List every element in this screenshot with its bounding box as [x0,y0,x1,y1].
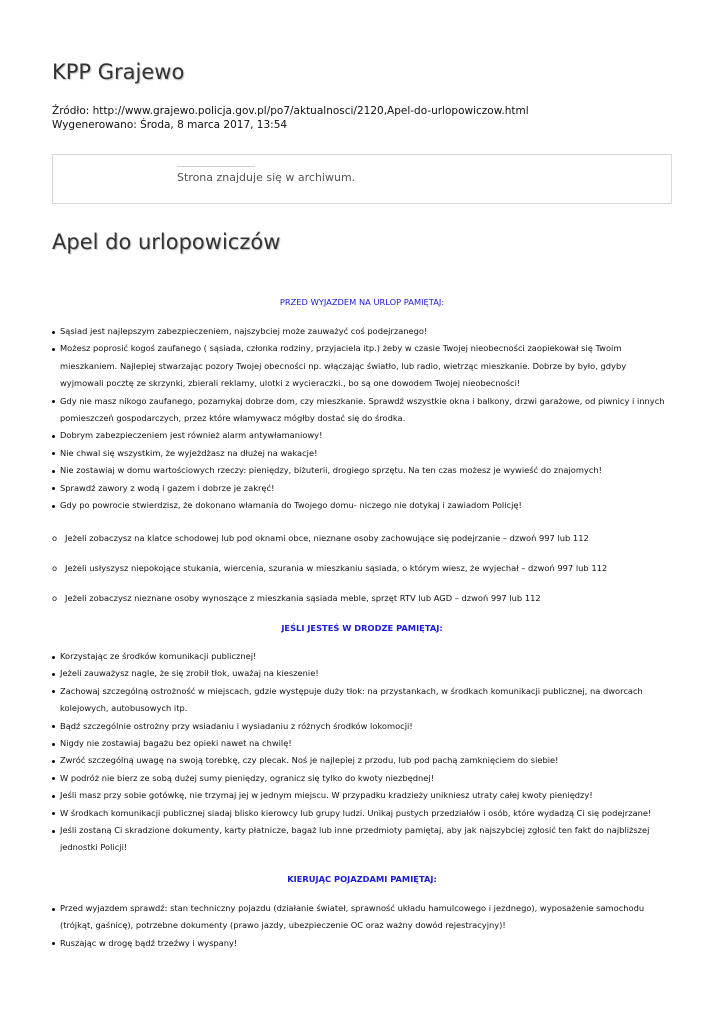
section-heading-before-trip: PRZED WYJAZDEM NA URLOP PAMIĘTAJ: [279,297,445,307]
document-meta [52,104,529,132]
alert-item [52,592,672,604]
site-title: KPP Grajewo [52,60,185,84]
alert-item-text: Jeżeli zobaczysz nieznane osoby wynoszące z mieszkania sąsiada meble, sprzęt RTV lub AGD – dzwoń 997 lub 112 [65,593,541,603]
list-item: Korzystając ze środków komunikacji publicznej! [52,648,670,665]
list-item: Jeśli masz przy sobie gotówkę, nie trzymaj jej w jednym miejscu. W przypadku kradzieży unikniesz utraty całej kwoty pieniędzy! [52,787,670,804]
list-item: Gdy nie masz nikogo zaufanego, pozamykaj dobrze dom, czy mieszkanie. Sprawdź wszystkie okna i balkony, drzwi garażowe, od piwnicy i innych pomieszczeń gospodarczych, przez które włamywacz mógłby dostać się do środka. [52,393,670,428]
list-item: Jeśli zostaną Ci skradzione dokumenty, karty płatnicze, bagaż lub inne przedmioty pamiętaj, aby jak najszybciej zgłosić ten fakt do najbliższej jednostki Policji! [52,822,670,857]
list-item: Nie zostawiaj w domu wartościowych rzeczy: pieniędzy, biżuterii, drogiego sprzętu. Na ten czas możesz je wywieść do znajomych! [52,462,670,479]
section-heading-on-the-road: JEŚLI JESTEŚ W DRODZE PAMIĘTAJ: [281,623,443,633]
article-title: Apel do urlopowiczów [52,230,281,254]
list-item: W podróż nie bierz ze sobą dużej sumy pieniędzy, ogranicz się tylko do kwoty niezbędnej! [52,770,670,787]
alert-item-text: Jeżeli usłyszysz niepokojące stukania, wiercenia, szurania w mieszkaniu sąsiada, o którym wiesz, że wyjechał – dzwoń 997 lub 112 [65,563,608,573]
list-item: Bądź szczególnie ostrożny przy wsiadaniu i wysiadaniu z różnych środków lokomocji! [52,718,670,735]
alert-item-text: Jeżeli zobaczysz na klatce schodowej lub pod oknami obce, nieznane osoby zachowujące się podejrzanie – dzwoń 997 lub 112 [65,533,589,543]
drivers-list [52,900,670,952]
list-item: Zwróć szczególną uwagę na swoją torebkę, czy plecak. Noś je najlepiej z przodu, lub pod pachą zamknięciem do siebie! [52,752,670,769]
list-item: Nie chwal się wszystkim, że wyjeżdżasz na dłużej na wakacje! [52,445,670,462]
archive-notice-text: Strona znajduje się w archiwum. [177,171,356,184]
list-item: Nigdy nie zostawiaj bagażu bez opieki nawet na chwilę! [52,735,670,752]
alert-item [52,562,672,574]
list-item: Zachowaj szczególną ostrożność w miejscach, gdzie występuje duży tłok: na przystankach, w środkach komunikacji publicznej, na dworcach kolejowych, autobusowych itp. [52,683,670,718]
o-marker: o [52,533,58,543]
o-marker: o [52,593,58,603]
list-item: Sąsiad jest najlepszym zabezpieczeniem, najszybciej może zauważyć coś podejrzanego! [52,323,670,340]
alert-item [52,532,672,544]
list-item: Możesz poprosić kogoś zaufanego ( sąsiada, członka rodziny, przyjaciela itp.) żeby w czasie Twojej nieobecności zaopiekował się Twoim mieszkaniem. Najlepiej stwarzając pozory Twojej obecności np. włączając światło, lub radio, wietrząc mieszkanie. Dobrze by było, gdyby wyjmowali pocztę ze skrzynki, zbierali reklamy, ulotki z wycieraczki., bo są one dowodem Twojej nieobecności! [52,340,670,392]
list-item: Jeżeli zauważysz nagle, że się zrobił tłok, uważaj na kieszenie! [52,665,670,682]
archive-divider [177,166,255,167]
list-item: W środkach komunikacji publicznej siadaj blisko kierowcy lub grupy ludzi. Unikaj pustych przedziałów i osób, które wydadzą Ci się podejrzane! [52,805,670,822]
archive-notice-box [52,154,672,204]
list-item: Gdy po powrocie stwierdzisz, że dokonano włamania do Twojego domu- niczego nie dotykaj i zawiadom Policję! [52,497,670,514]
on-the-road-list [52,648,670,857]
source-line: Źródło: http://www.grajewo.policja.gov.pl/po7/aktualnosci/2120,Apel-do-urlopowiczow.html [52,105,529,117]
list-item: Sprawdź zawory z wodą i gazem i dobrze je zakręć! [52,480,670,497]
o-marker: o [52,563,58,573]
generated-line: Wygenerowano: Środa, 8 marca 2017, 13:54 [52,119,288,131]
before-trip-list [52,323,670,514]
section-heading-drivers: KIERUJĄC POJAZDAMI PAMIĘTAJ: [287,874,437,884]
list-item: Przed wyjazdem sprawdź: stan techniczny pojazdu (działanie świateł, sprawność układu hamulcowego i jezdnego), wyposażenie samochodu (trójkąt, gaśnicę), potrzebne dokumenty (prawo jazdy, ubezpieczenie OC oraz ważny dowód rejestracyjny)! [52,900,670,935]
list-item: Ruszając w drogę bądź trzeźwy i wyspany! [52,935,670,952]
list-item: Dobrym zabezpieczeniem jest również alarm antywłamaniowy! [52,427,670,444]
